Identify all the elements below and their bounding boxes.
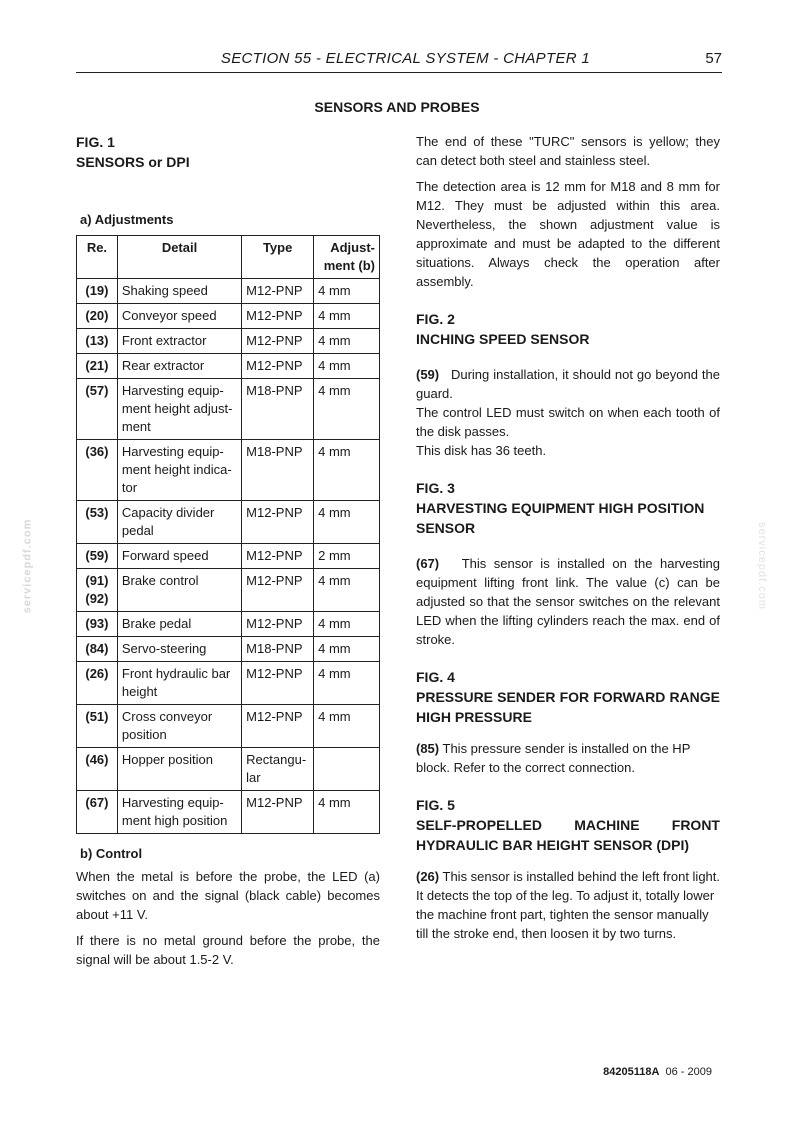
fig4-ref: (85): [416, 741, 440, 756]
cell-adjustment: [314, 748, 380, 791]
fig5-paragraph: [416, 867, 720, 943]
fig1-label: FIG. 1: [76, 134, 115, 150]
cell-adjustment: 4 mm: [314, 379, 380, 440]
cell-detail: Harvesting equip-ment high position: [117, 791, 241, 834]
fig5-text: This sensor is installed behind the left front light. It detects the top of the leg. To adjust it, totally lower the machine front part, tighten the sensor manually till the stroke end, then loosen it by two turns.: [416, 869, 720, 941]
table-row: [77, 637, 380, 662]
table-row: [77, 329, 380, 354]
cell-detail: Brake pedal: [117, 612, 241, 637]
fig2-text-1: During installation, it should not go beyond the guard.: [416, 367, 720, 401]
cell-detail: Hopper position: [117, 748, 241, 791]
page-number: 57: [705, 50, 722, 67]
cell-ref: (19): [77, 279, 118, 304]
cell-ref: (53): [77, 501, 118, 544]
control-heading: b) Control: [80, 846, 143, 861]
cell-type: M12-PNP: [242, 662, 314, 705]
control-paragraph-1: When the metal is before the probe, the LED (a) switches on and the signal (black cable) becomes about +11 V.: [76, 869, 380, 922]
fig2-paragraph-2: The control LED must switch on when each tooth of the disk passes.: [416, 405, 720, 439]
fig4-title: PRESSURE SENDER FOR FORWARD RANGE HIGH PRESSURE: [416, 689, 720, 725]
cell-adjustment: 4 mm: [314, 329, 380, 354]
cell-ref: (26): [77, 662, 118, 705]
fig4-paragraph: [416, 739, 720, 777]
fig2-title: INCHING SPEED SENSOR: [416, 331, 590, 347]
cell-adjustment: 4 mm: [314, 354, 380, 379]
table-row: [77, 544, 380, 569]
cell-detail: Harvesting equip-ment height indica-tor: [117, 440, 241, 501]
cell-ref: (21): [77, 354, 118, 379]
document-number: 84205118A: [603, 1066, 660, 1078]
cell-adjustment: 2 mm: [314, 544, 380, 569]
table-body: [77, 279, 380, 834]
table-row: [77, 662, 380, 705]
cell-detail: Front hydraulic bar height: [117, 662, 241, 705]
cell-detail: Servo-steering: [117, 637, 241, 662]
document-date: 06 - 2009: [665, 1066, 712, 1078]
page-header: [76, 50, 722, 73]
fig3-paragraph: [416, 554, 720, 649]
fig4-label: FIG. 4: [416, 669, 455, 685]
left-column: [76, 132, 380, 969]
cell-type: M12-PNP: [242, 354, 314, 379]
cell-type: M18-PNP: [242, 379, 314, 440]
adjustments-table: [76, 235, 380, 834]
adjustments-heading: a) Adjustments: [80, 212, 174, 227]
fig4-text: This pressure sender is installed on the HP block. Refer to the correct connection.: [416, 741, 691, 775]
col-header-detail: Detail: [117, 236, 241, 279]
right-column: [416, 132, 720, 943]
cell-type: M18-PNP: [242, 440, 314, 501]
turc-paragraph-2: The detection area is 12 mm for M18 and 8 mm for M12. They must be adjusted within this area. Nevertheless, the shown adjustment value is approximate and must be adapted to the different situations. Always check the operation after assembly.: [416, 179, 720, 289]
fig5-ref: (26): [416, 869, 440, 884]
cell-ref: (91) (92): [77, 569, 118, 612]
cell-detail: Cross conveyor position: [117, 705, 241, 748]
table-header-row: [77, 236, 380, 279]
fig3-ref: (67): [416, 556, 440, 571]
cell-detail: Conveyor speed: [117, 304, 241, 329]
table-row: [77, 440, 380, 501]
cell-type: M12-PNP: [242, 501, 314, 544]
table-row: [77, 705, 380, 748]
cell-adjustment: 4 mm: [314, 440, 380, 501]
table-row: [77, 612, 380, 637]
cell-adjustment: 4 mm: [314, 279, 380, 304]
cell-ref: (51): [77, 705, 118, 748]
cell-ref: (20): [77, 304, 118, 329]
fig2-ref: (59): [416, 367, 440, 382]
cell-ref: (59): [77, 544, 118, 569]
cell-type: M12-PNP: [242, 569, 314, 612]
table-row: [77, 748, 380, 791]
table-row: [77, 279, 380, 304]
cell-ref: (13): [77, 329, 118, 354]
cell-adjustment: 4 mm: [314, 662, 380, 705]
cell-detail: Harvesting equip-ment height adjust-ment: [117, 379, 241, 440]
cell-type: M12-PNP: [242, 705, 314, 748]
cell-ref: (46): [77, 748, 118, 791]
cell-adjustment: 4 mm: [314, 791, 380, 834]
fig2-paragraph-3: This disk has 36 teeth.: [416, 443, 547, 458]
table-row: [77, 791, 380, 834]
fig2-paragraph-1: [416, 365, 720, 403]
fig3-label: FIG. 3: [416, 480, 455, 496]
cell-ref: (84): [77, 637, 118, 662]
watermark-left: servicepdf.com: [21, 518, 34, 614]
cell-adjustment: 4 mm: [314, 501, 380, 544]
cell-detail: Capacity divider pedal: [117, 501, 241, 544]
table-row: [77, 304, 380, 329]
table-row: [77, 501, 380, 544]
page-title: SENSORS AND PROBES: [314, 99, 480, 115]
cell-type: M12-PNP: [242, 279, 314, 304]
cell-detail: Forward speed: [117, 544, 241, 569]
cell-adjustment: 4 mm: [314, 637, 380, 662]
col-header-type: Type: [242, 236, 314, 279]
page-footer: [603, 1066, 712, 1078]
cell-type: Rectangu-lar: [242, 748, 314, 791]
cell-type: M12-PNP: [242, 612, 314, 637]
cell-detail: Brake control: [117, 569, 241, 612]
cell-ref: (57): [77, 379, 118, 440]
cell-type: M12-PNP: [242, 304, 314, 329]
fig3-title: HARVESTING EQUIPMENT HIGH POSITION SENSOR: [416, 500, 705, 536]
turc-paragraph-1: The end of these "TURC" sensors is yellow; they can detect both steel and stainless steel.: [416, 134, 720, 168]
table-row: [77, 379, 380, 440]
cell-type: M12-PNP: [242, 544, 314, 569]
cell-adjustment: 4 mm: [314, 304, 380, 329]
cell-ref: (93): [77, 612, 118, 637]
cell-type: M12-PNP: [242, 329, 314, 354]
watermark-right: servicepdf.com: [755, 522, 768, 610]
cell-type: M18-PNP: [242, 637, 314, 662]
cell-detail: Shaking speed: [117, 279, 241, 304]
col-header-adjustment: Adjust-ment (b): [314, 236, 380, 279]
fig5-label: FIG. 5: [416, 797, 455, 813]
cell-detail: Front extractor: [117, 329, 241, 354]
cell-adjustment: 4 mm: [314, 705, 380, 748]
cell-detail: Rear extractor: [117, 354, 241, 379]
control-paragraph-2: If there is no metal ground before the probe, the signal will be about 1.5-2 V.: [76, 933, 380, 967]
cell-ref: (67): [77, 791, 118, 834]
fig3-text: This sensor is installed on the harvesting equipment lifting front link. The value (c) can be adjusted so that the sensor switches on the relevant LED when the lifting cylinders reach the max. end of stroke.: [416, 556, 720, 647]
table-row: [77, 354, 380, 379]
table-row: [77, 569, 380, 612]
cell-adjustment: 4 mm: [314, 612, 380, 637]
cell-type: M12-PNP: [242, 791, 314, 834]
fig2-label: FIG. 2: [416, 311, 455, 327]
cell-adjustment: 4 mm: [314, 569, 380, 612]
section-title: SECTION 55 - ELECTRICAL SYSTEM - CHAPTER 1: [220, 50, 590, 67]
fig1-title: SENSORS or DPI: [76, 154, 190, 170]
col-header-re: Re.: [77, 236, 118, 279]
fig5-title: SELF-PROPELLED MACHINE FRONT HYDRAULIC BAR HEIGHT SENSOR (DPI): [416, 817, 720, 853]
cell-ref: (36): [77, 440, 118, 501]
